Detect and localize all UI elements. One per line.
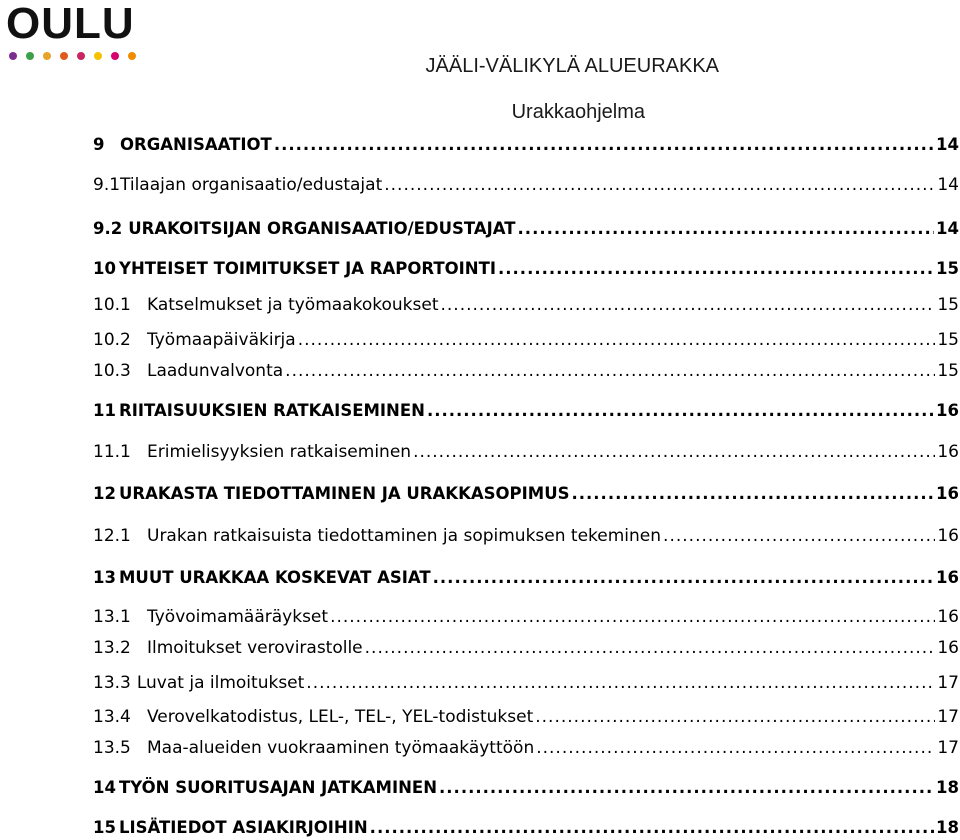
toc-entry-number: 9.2: [93, 219, 123, 238]
toc-entry[interactable]: [93, 359, 959, 383]
toc-entry-page: 16: [937, 638, 959, 658]
toc-entry-number: 11: [93, 401, 116, 420]
toc-dot-leader: [330, 605, 935, 629]
toc-entry-title: Laadunvalvonta: [147, 361, 284, 381]
toc-entry-number: 12: [93, 484, 116, 503]
toc-entry-page: 15: [937, 330, 959, 350]
toc-entry-number: 10: [93, 259, 116, 278]
toc-entry-title: ORGANISAATIOT: [120, 135, 272, 154]
toc-entry[interactable]: [93, 636, 959, 660]
toc-entry[interactable]: [93, 816, 959, 840]
toc-entry-number: 14: [93, 778, 116, 797]
toc-entry-page: 15: [937, 295, 959, 315]
toc-entry-number: 13.3: [93, 673, 131, 693]
toc-entry[interactable]: [93, 257, 959, 281]
toc-entry-number: 13.4: [93, 707, 131, 727]
toc-entry-page: 17: [937, 707, 959, 727]
logo-dot: [77, 52, 85, 60]
toc-entry[interactable]: [93, 524, 959, 548]
toc-dot-leader: [298, 328, 936, 352]
toc-dot-leader: [285, 359, 935, 383]
toc-entry[interactable]: [93, 671, 959, 695]
toc-entry-title: LISÄTIEDOT ASIAKIRJOIHIN: [119, 818, 368, 837]
logo-dot: [43, 52, 51, 60]
toc-entry[interactable]: [93, 440, 959, 464]
toc-entry-number: 12.1: [93, 526, 131, 546]
toc-entry-number: 9.1: [93, 175, 121, 195]
toc-entry-page: 14: [936, 135, 959, 154]
toc-dot-leader: [433, 566, 934, 590]
toc-entry-title: Työvoimamääräykset: [147, 607, 329, 627]
toc-entry-page: 16: [937, 607, 959, 627]
document-subtitle: Urakkaohjelma: [511, 101, 645, 123]
toc-dot-leader: [535, 705, 935, 729]
toc-entry[interactable]: [93, 566, 959, 590]
toc-entry-number: 13.1: [93, 607, 131, 627]
toc-dot-leader: [413, 440, 935, 464]
toc-entry-title: Tilaajan organisaatio/edustajat: [120, 175, 383, 195]
toc-entry[interactable]: [93, 605, 959, 629]
logo-dot: [128, 52, 136, 60]
toc-dot-leader: [384, 173, 935, 197]
toc-entry-title: Työmaapäiväkirja: [147, 330, 296, 350]
logo-dot: [94, 52, 102, 60]
toc-entry-title: TYÖN SUORITUSAJAN JATKAMINEN: [119, 778, 438, 797]
toc-entry-number: 10.3: [93, 361, 131, 381]
toc-entry-number: 11.1: [93, 442, 131, 462]
toc-dot-leader: [498, 257, 934, 281]
toc-entry-page: 16: [937, 526, 959, 546]
toc-dot-leader: [439, 776, 934, 800]
toc-entry-number: 10.1: [93, 295, 131, 315]
toc-entry-page: 16: [936, 568, 959, 587]
toc-entry-page: 16: [936, 484, 959, 503]
toc-entry-number: 13.5: [93, 738, 131, 758]
toc-dot-leader: [518, 217, 935, 241]
logo-text: OULU: [6, 0, 135, 48]
toc-dot-leader: [370, 816, 934, 840]
toc-entry-page: 16: [937, 442, 959, 462]
toc-entry-title: Katselmukset ja työmaakokoukset: [147, 295, 439, 315]
toc-entry-page: 15: [937, 361, 959, 381]
toc-dot-leader: [365, 636, 936, 660]
toc-entry[interactable]: [93, 736, 959, 760]
oulu-logo: [6, 2, 136, 60]
toc-entry-number: 10.2: [93, 330, 131, 350]
toc-entry-title: MUUT URAKKAA KOSKEVAT ASIAT: [119, 568, 431, 587]
toc-entry-title: Luvat ja ilmoitukset: [136, 673, 305, 693]
toc-entry-page: 18: [936, 778, 959, 797]
toc-dot-leader: [663, 524, 935, 548]
toc-entry-title: Maa-alueiden vuokraaminen työmaakäyttöön: [147, 738, 535, 758]
toc-dot-leader: [571, 482, 934, 506]
toc-dot-leader: [440, 293, 935, 317]
toc-dot-leader: [536, 736, 935, 760]
toc-entry-title: Urakan ratkaisuista tiedottaminen ja sopimuksen tekeminen: [147, 526, 662, 546]
toc-entry[interactable]: [93, 133, 959, 157]
toc-entry[interactable]: [93, 776, 959, 800]
toc-entry-page: 17: [937, 738, 959, 758]
toc-entry[interactable]: [93, 328, 959, 352]
toc-entry[interactable]: [93, 173, 959, 197]
toc-entry[interactable]: [93, 482, 959, 506]
toc-entry-title: Verovelkatodistus, LEL-, TEL-, YEL-todistukset: [147, 707, 534, 727]
toc-dot-leader: [306, 671, 935, 695]
toc-entry-title: RIITAISUUKSIEN RATKAISEMINEN: [119, 401, 425, 420]
toc-entry-page: 14: [936, 219, 959, 238]
logo-dot: [60, 52, 68, 60]
toc-entry-page: 18: [936, 818, 959, 837]
toc-dot-leader: [274, 133, 934, 157]
logo-dots: [9, 52, 136, 60]
toc-entry-page: 15: [936, 259, 959, 278]
toc-entry-title: URAKASTA TIEDOTTAMINEN JA URAKKASOPIMUS: [119, 484, 570, 503]
toc-entry-page: 14: [937, 175, 959, 195]
toc-entry-page: 17: [937, 673, 959, 693]
toc-entry-number: 13: [93, 568, 116, 587]
logo-dot: [111, 52, 119, 60]
toc-entry-title: Ilmoitukset verovirastolle: [147, 638, 363, 658]
toc-entry[interactable]: [93, 293, 959, 317]
toc-entry[interactable]: [93, 705, 959, 729]
toc-entry-title: Erimielisyyksien ratkaiseminen: [147, 442, 412, 462]
toc-dot-leader: [427, 399, 934, 423]
toc-entry-title: YHTEISET TOIMITUKSET JA RAPORTOINTI: [119, 259, 496, 278]
logo-dot: [9, 52, 17, 60]
toc-entry[interactable]: [93, 217, 959, 241]
toc-entry-number: 13.2: [93, 638, 131, 658]
toc-entry[interactable]: [93, 399, 959, 423]
toc-entry-page: 16: [936, 401, 959, 420]
toc-entry-number: 15: [93, 818, 116, 837]
document-title: JÄÄLI-VÄLIKYLÄ ALUEURAKKA: [425, 55, 719, 77]
toc-entry-title: URAKOITSIJAN ORGANISAATIO/EDUSTAJAT: [128, 219, 516, 238]
logo-dot: [26, 52, 34, 60]
toc-entry-number: 9: [93, 135, 105, 154]
